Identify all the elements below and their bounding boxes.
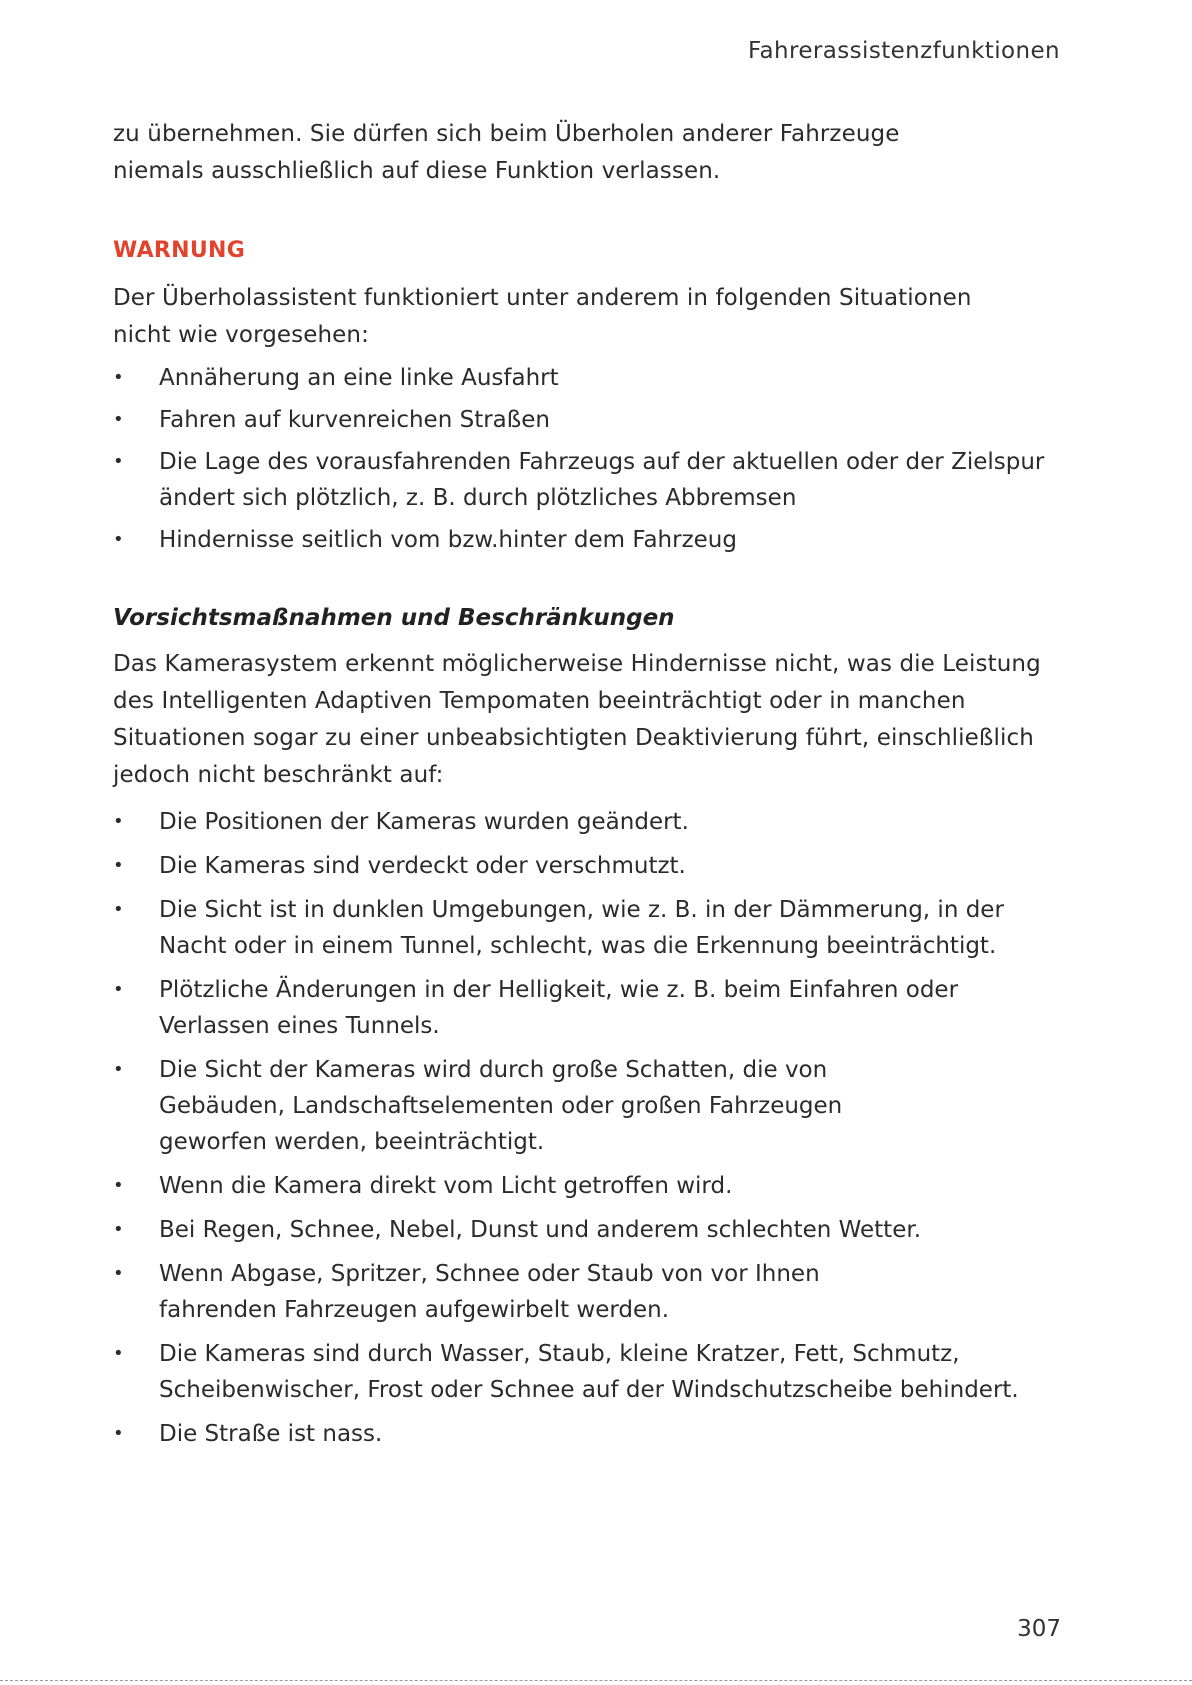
list-item: [113, 1168, 1073, 1204]
section-title: Vorsichtsmaßnahmen und Beschränkungen: [113, 605, 675, 631]
bullet-icon: •: [113, 855, 124, 876]
list-item-text: Wenn die Kamera direkt vom Licht getroffen wird.: [159, 1173, 733, 1199]
page-bottom-divider: [0, 1680, 1192, 1681]
list-item-text: Wenn Abgase, Spritzer, Schnee oder Staub von vor Ihnen fahrenden Fahrzeugen aufgewirbelt werden.: [159, 1261, 820, 1323]
warning-paragraph: Der Überholassistent funktioniert unter anderem in folgenden Situationen nicht wie vorgesehen:: [113, 285, 972, 348]
list-item-text: Die Kameras sind durch Wasser, Staub, kleine Kratzer, Fett, Schmutz, Scheibenwischer, Frost oder Schnee auf der Windschutzscheibe behindert.: [159, 1341, 1019, 1403]
bullet-icon: •: [113, 811, 124, 832]
bullet-icon: •: [113, 1059, 124, 1080]
bullet-icon: •: [113, 409, 124, 430]
list-item-text: Bei Regen, Schnee, Nebel, Dunst und anderem schlechten Wetter.: [159, 1217, 922, 1243]
bullet-icon: •: [113, 367, 124, 388]
list-item-text: Die Lage des vorausfahrenden Fahrzeugs auf der aktuellen oder der Zielspur ändert sich plötzlich, z. B. durch plötzliches Abbremsen: [159, 449, 1045, 511]
list-item: [113, 848, 1073, 884]
precautions-paragraph: Das Kamerasystem erkennt möglicherweise Hindernisse nicht, was die Leistung des Intelligenten Adaptiven Tempomaten beeinträchtigt oder in manchen Situationen sogar zu einer unbeabsichtigten Deaktivierung führt, einschließlich jedoch nicht beschränkt auf:: [113, 651, 1041, 788]
page-content: [113, 116, 1073, 1452]
list-item-text: Die Kameras sind verdeckt oder verschmutzt.: [159, 853, 686, 879]
bullet-icon: •: [113, 899, 124, 920]
bullet-icon: •: [113, 1343, 124, 1364]
warning-list: [113, 360, 1073, 558]
list-item-text: Plötzliche Änderungen in der Helligkeit, wie z. B. beim Einfahren oder Verlassen eines Tunnels.: [159, 977, 959, 1039]
list-item: [113, 1212, 1073, 1248]
list-item: [113, 804, 1073, 840]
page-number: 307: [1017, 1616, 1061, 1642]
bullet-icon: •: [113, 1219, 124, 1240]
running-header: Fahrerassistenzfunktionen: [748, 38, 1060, 64]
intro-paragraph: zu übernehmen. Sie dürfen sich beim Überholen anderer Fahrzeuge niemals ausschließlich auf diese Funktion verlassen.: [113, 121, 900, 184]
list-item: [113, 402, 1073, 438]
list-item: [113, 522, 1073, 558]
list-item: [113, 1052, 1073, 1160]
bullet-icon: •: [113, 451, 124, 472]
precautions-list: [113, 804, 1073, 1452]
list-item-text: Hindernisse seitlich vom bzw.hinter dem Fahrzeug: [159, 527, 737, 553]
bullet-icon: •: [113, 979, 124, 1000]
bullet-icon: •: [113, 1263, 124, 1284]
warning-title: WARNUNG: [113, 238, 246, 263]
list-item-text: Die Sicht ist in dunklen Umgebungen, wie z. B. in der Dämmerung, in der Nacht oder in einem Tunnel, schlecht, was die Erkennung beeinträchtigt.: [159, 897, 1004, 959]
list-item-text: Die Straße ist nass.: [159, 1421, 383, 1447]
list-item: [113, 360, 1073, 396]
list-item: [113, 972, 1073, 1044]
list-item-text: Annäherung an eine linke Ausfahrt: [159, 365, 559, 391]
list-item-text: Fahren auf kurvenreichen Straßen: [159, 407, 550, 433]
list-item-text: Die Sicht der Kameras wird durch große Schatten, die von Gebäuden, Landschaftselementen oder großen Fahrzeugen geworfen werden, beeinträchtigt.: [159, 1057, 843, 1155]
list-item: [113, 892, 1073, 964]
list-item: [113, 444, 1073, 516]
list-item: [113, 1256, 1073, 1328]
bullet-icon: •: [113, 529, 124, 550]
bullet-icon: •: [113, 1175, 124, 1196]
list-item-text: Die Positionen der Kameras wurden geändert.: [159, 809, 689, 835]
list-item: [113, 1416, 1073, 1452]
list-item: [113, 1336, 1073, 1408]
bullet-icon: •: [113, 1423, 124, 1444]
